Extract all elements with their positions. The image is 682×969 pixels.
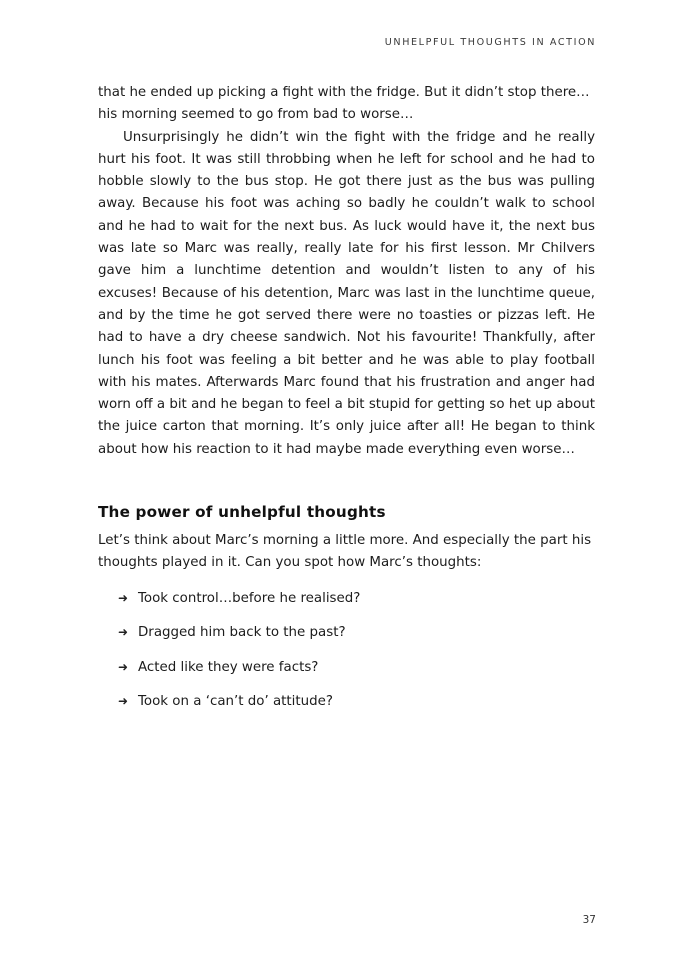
- page-content: [98, 82, 595, 725]
- bullet-text: Took on a ‘can’t do’ attitude?: [138, 694, 333, 710]
- bullet-item: [118, 621, 595, 644]
- bullet-item: [118, 587, 595, 610]
- body-paragraph: Unsurprisingly he didn’t win the fight with the fridge and he really hurt his foot. It was still throbbing when he left for school and he had to hobble slowly to the bus stop. He got there just as the bus was pulling away. Because his foot was aching so badly he couldn’t walk to school and he had to wait for the next bus. As luck would have it, the next bus was late so Marc was really, really late for his first lesson. Mr Chilvers gave him a lunchtime detention and wouldn’t listen to any of his excuses! Because of his detention, Marc was last in the lunchtime queue, and by the time he got served there were no toasties or pizzas left. He had to have a dry cheese sandwich. Not his favourite! Thankfully, after lunch his foot was feeling a bit better and he was able to play football with his mates. Afterwards Marc found that his frustration and anger had worn off a bit and he began to feel a bit stupid for getting so het up about the juice carton that morning. It’s only juice after all! He began to think about how his reaction to it had maybe made everything even worse…: [98, 129, 595, 457]
- body-paragraph-continuation: that he ended up picking a fight with the fridge. But it didn’t stop there… his morning seemed to go from bad to worse…: [98, 85, 590, 123]
- bullet-text: Dragged him back to the past?: [138, 625, 346, 641]
- bullet-list: [118, 587, 595, 714]
- arrow-right-icon: ➜: [118, 625, 129, 640]
- arrow-right-icon: ➜: [118, 659, 129, 674]
- arrow-right-icon: ➜: [118, 694, 129, 709]
- bullet-item: [118, 656, 595, 679]
- bullet-text: Took control…before he realised?: [138, 590, 361, 606]
- section-heading: The power of unhelpful thoughts: [98, 503, 386, 522]
- bullet-text: Acted like they were facts?: [138, 659, 319, 675]
- section-intro: Let’s think about Marc’s morning a little more. And especially the part his thoughts played in it. Can you spot how Marc’s thoughts:: [98, 533, 592, 571]
- page-number: 37: [582, 914, 596, 926]
- running-head: UNHELPFUL THOUGHTS IN ACTION: [384, 37, 596, 48]
- arrow-right-icon: ➜: [118, 590, 129, 605]
- bullet-item: [118, 690, 595, 713]
